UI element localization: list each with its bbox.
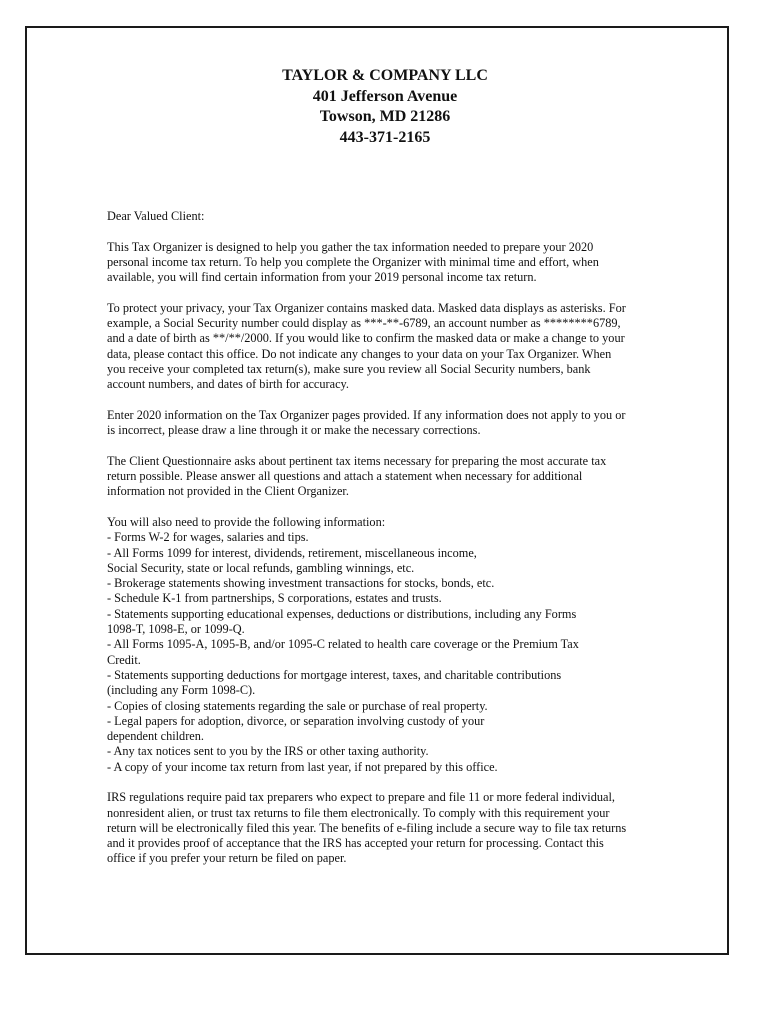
list-item: - A copy of your income tax return from last year, if not prepared by this office. xyxy=(107,759,498,774)
list-item: Social Security, state or local refunds, gambling winnings, etc. xyxy=(107,560,415,575)
paragraph-intro: This Tax Organizer is designed to help you gather the tax information needed to prepare your 2020 personal income tax return. To help you complete the Organizer with minimal time and effort, when available, you will find certain information from your 2019 personal income tax return. xyxy=(107,239,599,285)
letter-body xyxy=(107,209,627,882)
list-item: - Brokerage statements showing investment transactions for stocks, bonds, etc. xyxy=(107,576,495,591)
list-item: - Schedule K-1 from partnerships, S corporations, estates and trusts. xyxy=(107,591,442,606)
list-item: - All Forms 1095-A, 1095-B, and/or 1095-C related to health care coverage or the Premium Tax xyxy=(107,637,579,652)
company-name: TAYLOR & COMPANY LLC xyxy=(282,67,488,84)
salutation: Dear Valued Client: xyxy=(107,209,205,223)
company-city: Towson, MD 21286 xyxy=(319,108,451,125)
list-item: - Legal papers for adoption, divorce, or separation involving custody of your xyxy=(107,713,485,728)
list-item: - Copies of closing statements regarding the sale or purchase of real property. xyxy=(107,698,488,713)
list-item: dependent children. xyxy=(107,729,204,744)
paragraph-questionnaire: The Client Questionnaire asks about pertinent tax items necessary for preparing the most accurate tax return possible. Please answer all questions and attach a statement when necessary for additional information not provided in the Client Organizer. xyxy=(107,453,607,499)
letterhead xyxy=(0,66,770,148)
paragraph-efile: IRS regulations require paid tax preparers who expect to prepare and file 11 or more federal individual, nonresident alien, or trust tax returns to file them electronically. To comply with this requirement your return will be electronically filed this year. The benefits of e-filing include a secure way to file tax returns and it provides proof of acceptance that the IRS has accepted your return for processing. Contact this office if you prefer your return be filed on paper. xyxy=(107,790,627,866)
company-street: 401 Jefferson Avenue xyxy=(312,87,458,105)
list-item: - Statements supporting deductions for mortgage interest, taxes, and charitable contributions xyxy=(107,667,562,682)
list-item: - All Forms 1099 for interest, dividends, retirement, miscellaneous income, xyxy=(107,545,477,560)
company-phone: 443-371-2165 xyxy=(339,128,431,146)
list-item: (including any Form 1098-C). xyxy=(107,683,256,698)
list-intro: You will also need to provide the following information: xyxy=(107,514,386,529)
list-item: - Forms W-2 for wages, salaries and tips. xyxy=(107,530,309,545)
required-info-list xyxy=(107,515,627,775)
list-item: - Statements supporting educational expenses, deductions or distributions, including any Forms xyxy=(107,606,577,621)
list-item: Credit. xyxy=(107,652,141,667)
paragraph-privacy: To protect your privacy, your Tax Organizer contains masked data. Masked data displays as asterisks. For example, a Social Security number could display as ***-**-6789, an account number as ********6789, and a date of birth as **/**/2000. If you would like to confirm the masked data or make a change to your data, please contact this office. Do not indicate any changes to your data on your Tax Organizer. When you receive your completed tax return(s), make sure you review all Social Security numbers, bank account numbers, and dates of birth for accuracy. xyxy=(107,300,626,392)
paragraph-instructions: Enter 2020 information on the Tax Organizer pages provided. If any information does not apply to you or is incorrect, please draw a line through it or make the necessary corrections. xyxy=(107,407,626,438)
list-item: 1098-T, 1098-E, or 1099-Q. xyxy=(107,622,245,637)
list-item: - Any tax notices sent to you by the IRS or other taxing authority. xyxy=(107,744,429,759)
